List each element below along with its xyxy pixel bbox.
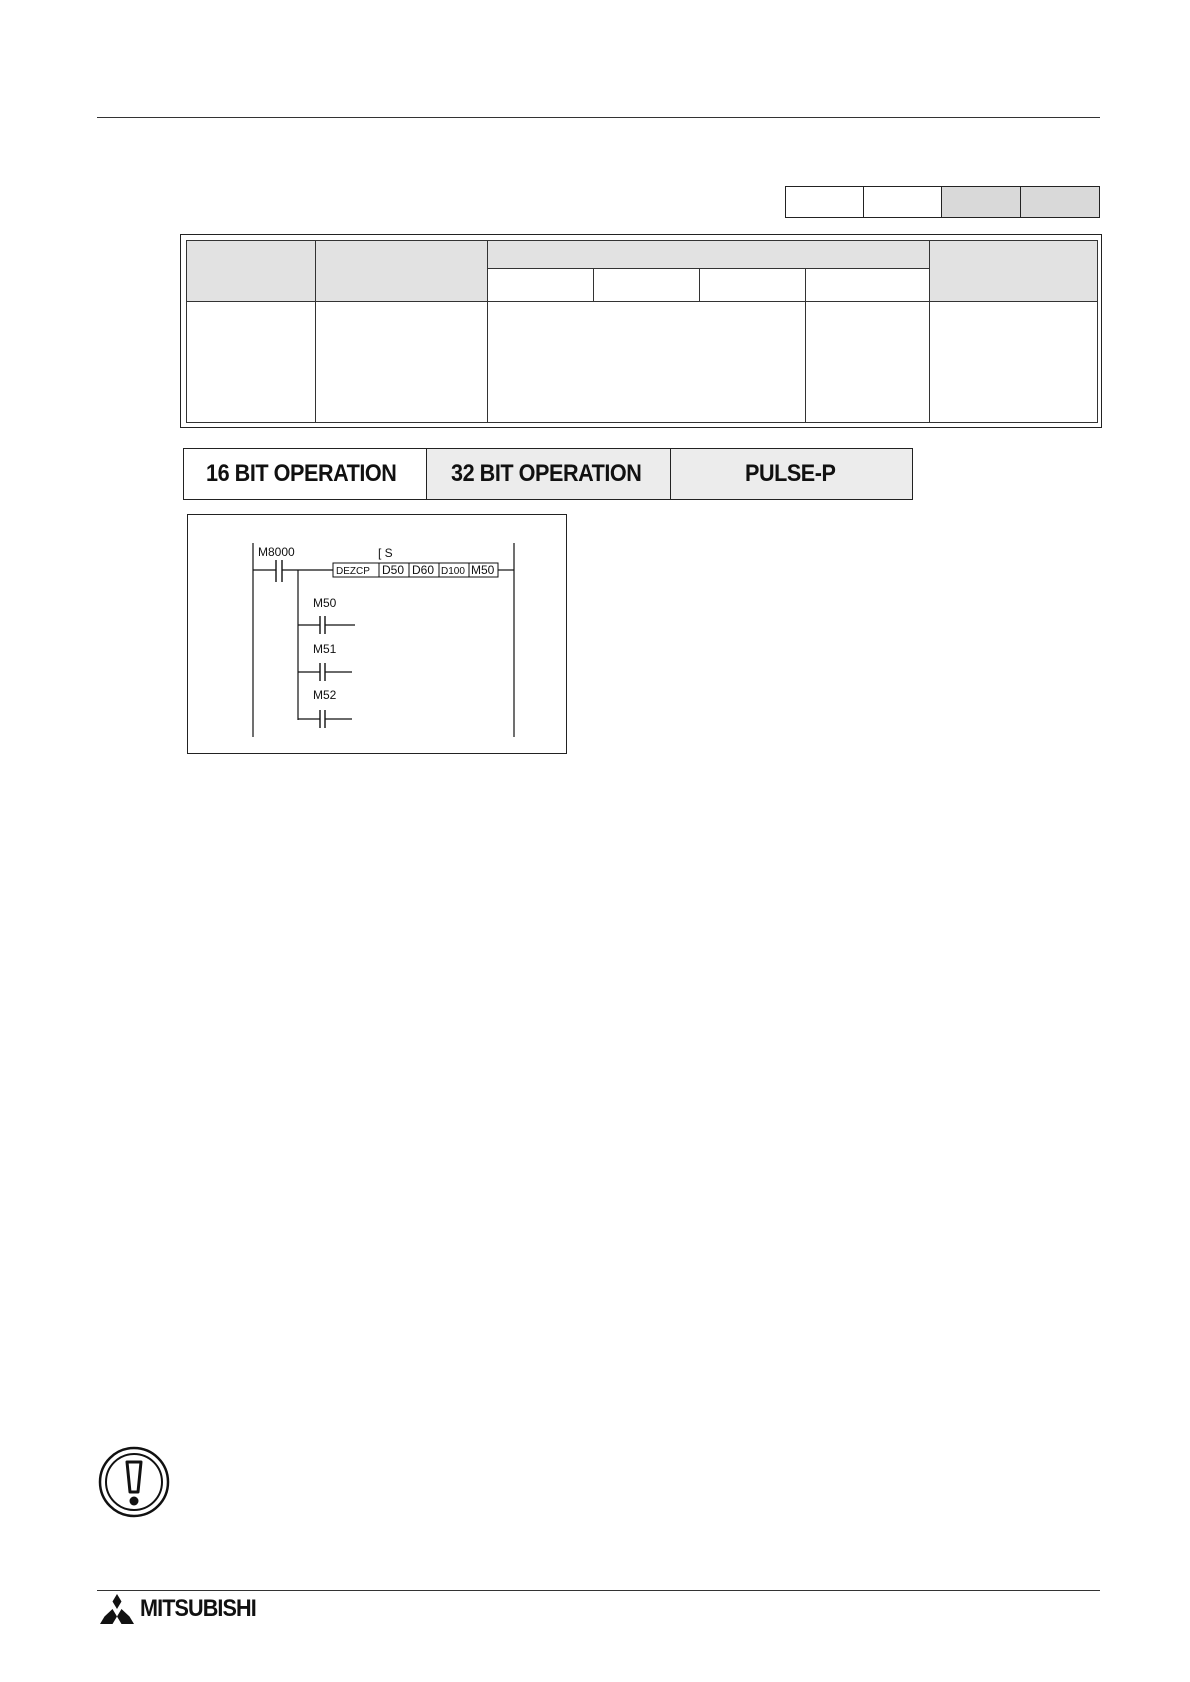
operand-4: M50: [471, 563, 495, 577]
applicability-box-3: [941, 186, 1021, 218]
table-body-cell-4: [805, 301, 930, 423]
op-pulse: [670, 448, 913, 500]
op-32bit: [426, 448, 671, 500]
ladder-diagram: [187, 514, 567, 754]
output-m52-label: M52: [313, 688, 337, 702]
operand-2: D60: [412, 563, 435, 577]
instruction-label: DEZCP: [336, 566, 370, 577]
output-m51-label: M51: [313, 642, 337, 656]
table-body-cell-3: [487, 301, 806, 423]
table-subheader-2: [593, 268, 700, 302]
applicability-box-1: [785, 186, 864, 218]
logo-text: MITSUBISHI: [140, 1595, 256, 1622]
operand-3: D100: [441, 566, 465, 577]
applicability-box-4: [1020, 186, 1100, 218]
op-16bit: [183, 448, 427, 500]
ladder-svg: [188, 515, 568, 755]
table-subheader-4: [805, 268, 930, 302]
op-pulse-label: PULSE-P: [745, 460, 836, 487]
footer-rule: [97, 1590, 1100, 1591]
output-m50-label: M50: [313, 596, 337, 610]
mitsubishi-diamonds-icon: [100, 1594, 134, 1624]
mitsubishi-logo: [100, 1594, 269, 1624]
applicability-box-2: [863, 186, 942, 218]
table-header-operands-group: [487, 240, 930, 269]
operand-table: [180, 234, 1102, 428]
table-subheader-3: [699, 268, 806, 302]
header-rule: [97, 117, 1100, 118]
operand-1: D50: [382, 563, 405, 577]
op-16bit-label: 16 BIT OPERATION: [206, 460, 397, 487]
table-body-cell-1: [186, 301, 316, 423]
caution-icon: [97, 1445, 171, 1519]
table-subheader-1: [487, 268, 594, 302]
table-header-cell-1: [186, 240, 316, 302]
op-32bit-label: 32 BIT OPERATION: [451, 460, 642, 487]
table-header-cell-2: [315, 240, 488, 302]
table-body-cell-5: [929, 301, 1098, 423]
table-header-cell-last: [929, 240, 1098, 302]
table-body-cell-2: [315, 301, 488, 423]
contact-m8000-label: M8000: [258, 545, 295, 559]
operand-marker: [ S: [378, 546, 393, 560]
